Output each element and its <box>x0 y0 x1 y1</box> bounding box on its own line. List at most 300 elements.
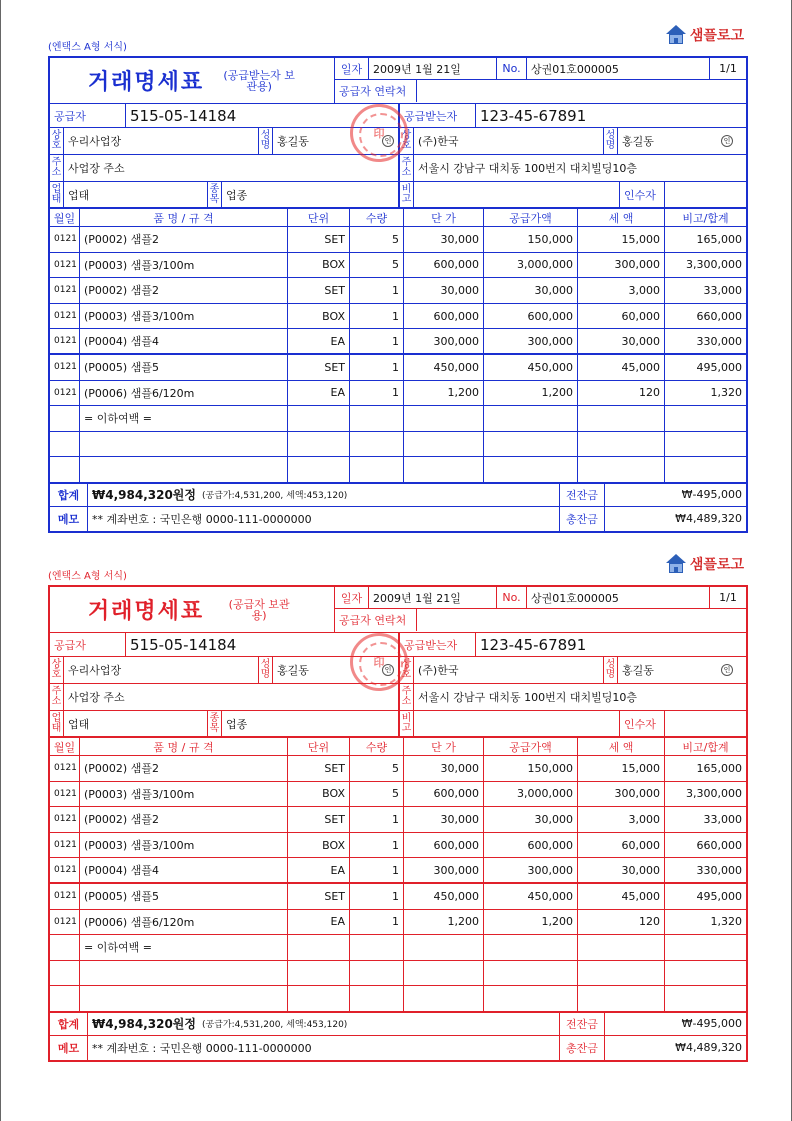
copy-subtitle: (공급자 보관용) <box>228 597 290 622</box>
supplier-contact-value <box>417 609 746 631</box>
table-header-row <box>50 209 746 227</box>
table-cell: 300,000 <box>404 858 484 882</box>
table-header: 공급가액 <box>484 209 578 226</box>
house-icon <box>666 554 686 574</box>
table-cell <box>578 986 665 1011</box>
table-row <box>50 406 746 432</box>
receiver-name: 홍길동 인 <box>618 657 737 683</box>
table-cell: SET <box>288 227 350 252</box>
table-cell: SET <box>288 355 350 380</box>
table-header: 품 명 / 규 격 <box>80 738 288 755</box>
table-cell: EA <box>288 381 350 406</box>
table-cell <box>484 986 578 1011</box>
table-cell: (P0002) 샘플2 <box>80 807 288 832</box>
table-cell: 0121 <box>50 910 80 935</box>
table-row <box>50 935 746 961</box>
total-balance: ₩4,489,320 <box>675 1041 742 1055</box>
table-cell: 120 <box>578 381 665 406</box>
table-header: 공급가액 <box>484 738 578 755</box>
total-value: ₩4,984,320원정 <box>92 488 196 503</box>
supplier-company: 우리사업장 <box>64 657 259 683</box>
table-cell: (P0005) 샘플5 <box>80 355 288 380</box>
table-cell: BOX <box>288 833 350 858</box>
seal-mark-icon: 인 <box>382 135 394 147</box>
receiver-sign-value <box>665 711 746 736</box>
table-cell: 30,000 <box>404 756 484 781</box>
table-cell: 5 <box>350 782 404 807</box>
table-cell: EA <box>288 910 350 935</box>
table-cell: 660,000 <box>696 838 742 852</box>
table-cell: 300,000 <box>578 253 665 278</box>
date-value: 2009년 1월 21일 <box>369 58 497 79</box>
table-header: 월일 <box>50 209 80 226</box>
address-label: 주소 <box>50 155 64 181</box>
prev-balance-label: 전잔금 <box>560 1013 605 1035</box>
address-label-2: 주소 <box>400 684 414 710</box>
address-row <box>50 684 746 711</box>
table-cell: 600,000 <box>404 253 484 278</box>
table-cell: 30,000 <box>484 278 578 303</box>
total-row <box>50 1012 746 1036</box>
table-cell: 45,000 <box>578 884 665 909</box>
title-cell <box>50 58 335 103</box>
note-label: 비고 <box>400 182 414 207</box>
table-cell: 0121 <box>50 782 80 807</box>
table-header: 수량 <box>350 738 404 755</box>
table-cell: 1,320 <box>710 386 742 400</box>
table-cell: 0121 <box>50 227 80 252</box>
date-value: 2009년 1월 21일 <box>369 587 497 608</box>
table-cell: 1 <box>350 381 404 406</box>
table-cell: 1 <box>350 278 404 303</box>
table-cell <box>404 432 484 457</box>
table-cell: 0121 <box>50 884 80 909</box>
memo-row <box>50 507 746 531</box>
logo-text: 샘플로고 <box>689 557 744 573</box>
table-row <box>50 227 746 253</box>
table-cell <box>50 406 80 431</box>
company-label-2: 상호 <box>400 657 414 683</box>
table-cell: 600,000 <box>404 782 484 807</box>
table-cell: 60,000 <box>578 304 665 329</box>
table-cell: 450,000 <box>484 355 578 380</box>
table-cell: 3,000,000 <box>484 253 578 278</box>
table-cell <box>288 935 350 960</box>
receiver-name: 홍길동 인 <box>618 128 737 154</box>
table-cell: 600,000 <box>484 833 578 858</box>
no-label: No. <box>497 58 527 79</box>
no-value: 상권01호000005 <box>527 58 710 79</box>
table-cell: (P0003) 샘플3/100m <box>80 253 288 278</box>
table-header: 단 가 <box>404 738 484 755</box>
table-cell <box>50 961 80 986</box>
table-cell: = 이하여백 = <box>80 406 288 431</box>
table-cell: 0121 <box>50 807 80 832</box>
table-cell: 0121 <box>50 355 80 380</box>
table-row <box>50 278 746 304</box>
table-cell: 30,000 <box>578 329 665 353</box>
table-cell: 600,000 <box>484 304 578 329</box>
table-cell: 3,000,000 <box>484 782 578 807</box>
receiver-sign-value <box>665 182 746 207</box>
memo-value: ** 계좌번호 : 국민은행 0000-111-0000000 <box>88 1036 560 1060</box>
table-cell: 30,000 <box>578 858 665 882</box>
table-cell <box>404 457 484 482</box>
table-cell: 330,000 <box>696 334 742 348</box>
table-cell <box>80 961 288 986</box>
table-row <box>50 304 746 330</box>
biz-label: 업태 <box>50 182 64 207</box>
table-cell <box>50 457 80 482</box>
table-header: 수량 <box>350 209 404 226</box>
total-balance-label: 총잔금 <box>560 507 605 531</box>
table-cell <box>578 961 665 986</box>
table-cell <box>484 406 578 431</box>
form-label: (엔택스 A형 서식) <box>48 42 127 53</box>
note-label: 비고 <box>400 711 414 736</box>
table-cell: SET <box>288 807 350 832</box>
form-label: (엔택스 A형 서식) <box>48 571 127 582</box>
table-row <box>50 833 746 859</box>
table-cell <box>665 935 746 960</box>
table-cell: 1,200 <box>404 910 484 935</box>
total-balance-label: 총잔금 <box>560 1036 605 1060</box>
table-row <box>50 858 746 884</box>
table-cell <box>288 986 350 1011</box>
table-cell <box>404 986 484 1011</box>
supplier-name: 홍길동 인 <box>273 657 400 683</box>
table-row <box>50 961 746 987</box>
table-cell: 0121 <box>50 329 80 353</box>
table-header: 비고/합계 <box>682 740 729 754</box>
table-cell: EA <box>288 858 350 882</box>
type-label: 종목 <box>208 182 222 207</box>
name-label: 성명 <box>259 128 273 154</box>
company-label-2: 상호 <box>400 128 414 154</box>
receiver-regno: 123-45-67891 <box>480 635 587 654</box>
table-cell: 450,000 <box>404 355 484 380</box>
table-cell <box>350 961 404 986</box>
supplier-label: 공급자 <box>50 104 126 127</box>
memo-value: ** 계좌번호 : 국민은행 0000-111-0000000 <box>88 507 560 531</box>
table-cell: 33,000 <box>703 812 742 826</box>
table-cell: 60,000 <box>578 833 665 858</box>
total-detail: (공급가:4,531,200, 세액:453,120) <box>202 491 348 502</box>
table-header: 단 가 <box>404 209 484 226</box>
table-cell: 1 <box>350 833 404 858</box>
table-cell <box>484 961 578 986</box>
total-label: 합계 <box>50 484 88 506</box>
table-cell <box>404 406 484 431</box>
table-row <box>50 457 746 483</box>
table-cell <box>350 432 404 457</box>
table-cell: 1,200 <box>404 381 484 406</box>
table-cell <box>484 457 578 482</box>
company-seal-stamp: 印 <box>350 633 408 691</box>
receiver-sign-label: 인수자 <box>620 182 665 207</box>
table-cell <box>404 935 484 960</box>
supplier-label: 공급자 <box>50 633 126 656</box>
table-header: 세 액 <box>578 209 665 226</box>
table-cell <box>665 457 746 482</box>
no-value: 상권01호000005 <box>527 587 710 608</box>
table-cell <box>350 457 404 482</box>
table-cell: 0121 <box>50 756 80 781</box>
table-cell: 600,000 <box>404 833 484 858</box>
table-cell: 45,000 <box>578 355 665 380</box>
table-cell <box>50 986 80 1011</box>
total-cell <box>88 484 560 506</box>
table-row <box>50 986 746 1012</box>
table-cell: 1 <box>350 807 404 832</box>
seal-mark-icon: 인 <box>721 664 733 676</box>
table-cell: SET <box>288 756 350 781</box>
seal-mark-icon: 인 <box>382 664 394 676</box>
table-cell <box>578 457 665 482</box>
table-cell: 0121 <box>50 381 80 406</box>
table-cell: 150,000 <box>484 227 578 252</box>
receiver-sign-label: 인수자 <box>620 711 665 736</box>
table-cell: 300,000 <box>484 858 578 882</box>
table-cell: (P0006) 샘플6/120m <box>80 910 288 935</box>
table-cell: (P0002) 샘플2 <box>80 278 288 303</box>
table-cell: 1 <box>350 329 404 353</box>
table-cell: 0121 <box>50 253 80 278</box>
table-cell: 30,000 <box>484 807 578 832</box>
memo-label: 메모 <box>50 507 88 531</box>
prev-balance: ₩-495,000 <box>681 488 742 502</box>
table-cell: EA <box>288 329 350 353</box>
table-cell: 30,000 <box>404 227 484 252</box>
table-cell <box>350 935 404 960</box>
address-label-2: 주소 <box>400 155 414 181</box>
table-cell <box>50 432 80 457</box>
page-title: 거래명세표 <box>87 69 205 95</box>
table-cell: 450,000 <box>484 884 578 909</box>
table-cell: 3,000 <box>578 278 665 303</box>
table-header: 월일 <box>50 738 80 755</box>
note-value <box>414 711 620 736</box>
receiver-label: 공급받는자 <box>400 633 476 656</box>
table-cell: 660,000 <box>696 309 742 323</box>
memo-label: 메모 <box>50 1036 88 1060</box>
supplier-biz: 업태 <box>64 182 208 207</box>
table-header: 세 액 <box>578 738 665 755</box>
table-row <box>50 782 746 808</box>
table-cell: 0121 <box>50 304 80 329</box>
table-cell <box>80 432 288 457</box>
table-cell: SET <box>288 278 350 303</box>
title-cell <box>50 587 335 632</box>
logo-text: 샘플로고 <box>689 28 744 44</box>
date-label: 일자 <box>335 58 369 79</box>
name-label-2: 성명 <box>604 657 618 683</box>
table-cell: 3,300,000 <box>686 258 742 272</box>
table-header: 단위 <box>288 209 350 226</box>
table-cell: 165,000 <box>696 232 742 246</box>
table-cell <box>665 961 746 986</box>
table-cell <box>665 432 746 457</box>
table-row <box>50 756 746 782</box>
table-cell <box>578 432 665 457</box>
table-cell: 300,000 <box>484 329 578 353</box>
receiver-address: 서울시 강남구 대치동 100번지 대치빌딩10층 <box>418 691 637 704</box>
biz-row <box>50 711 746 738</box>
biz-label: 업태 <box>50 711 64 736</box>
table-cell: 450,000 <box>404 884 484 909</box>
receiver-company: (주)한국 <box>414 657 604 683</box>
table-cell: 495,000 <box>696 889 742 903</box>
table-cell: 15,000 <box>578 227 665 252</box>
page-number: 1/1 <box>719 591 737 604</box>
address-label: 주소 <box>50 684 64 710</box>
total-balance: ₩4,489,320 <box>675 512 742 526</box>
name-label: 성명 <box>259 657 273 683</box>
page-title: 거래명세표 <box>87 598 205 624</box>
table-header: 품 명 / 규 격 <box>80 209 288 226</box>
table-cell: 150,000 <box>484 756 578 781</box>
table-cell: 0121 <box>50 833 80 858</box>
name-label-2: 성명 <box>604 128 618 154</box>
table-row <box>50 432 746 458</box>
table-cell: 1,320 <box>710 915 742 929</box>
table-cell: (P0005) 샘플5 <box>80 884 288 909</box>
total-value: ₩4,984,320원정 <box>92 1017 196 1032</box>
table-cell <box>288 457 350 482</box>
page-number: 1/1 <box>719 62 737 75</box>
table-cell: 0121 <box>50 278 80 303</box>
supplier-company: 우리사업장 <box>64 128 259 154</box>
table-row <box>50 381 746 407</box>
table-cell: 30,000 <box>404 807 484 832</box>
table-cell <box>80 457 288 482</box>
logo <box>666 554 744 574</box>
company-label: 상호 <box>50 657 64 683</box>
table-cell: (P0003) 샘플3/100m <box>80 782 288 807</box>
receiver-label: 공급받는자 <box>400 104 476 127</box>
table-cell <box>665 986 746 1011</box>
table-cell: 1,200 <box>484 910 578 935</box>
table-cell: 1 <box>350 858 404 882</box>
table-cell: 1 <box>350 884 404 909</box>
total-cell <box>88 1013 560 1035</box>
seal-mark-icon: 인 <box>721 135 733 147</box>
supplier-contact-label: 공급자 연락처 <box>335 80 417 102</box>
table-cell: 0121 <box>50 858 80 882</box>
supplier-biz: 업태 <box>64 711 208 736</box>
table-cell: (P0003) 샘플3/100m <box>80 304 288 329</box>
table-cell <box>350 986 404 1011</box>
supplier-address: 사업장 주소 <box>64 155 400 181</box>
table-cell <box>484 432 578 457</box>
company-label: 상호 <box>50 128 64 154</box>
table-cell <box>404 961 484 986</box>
table-cell: (P0004) 샘플4 <box>80 858 288 882</box>
table-row <box>50 253 746 279</box>
table-cell: (P0002) 샘플2 <box>80 227 288 252</box>
table-cell <box>578 406 665 431</box>
receiver-regno: 123-45-67891 <box>480 106 587 125</box>
table-cell: 330,000 <box>696 863 742 877</box>
logo <box>666 25 744 45</box>
copy-subtitle: (공급받는자 보관용) <box>223 68 295 93</box>
receiver-company: (주)한국 <box>414 128 604 154</box>
table-cell: 5 <box>350 253 404 278</box>
supplier-regno: 515-05-14184 <box>126 104 400 127</box>
table-cell <box>50 935 80 960</box>
total-detail: (공급가:4,531,200, 세액:453,120) <box>202 1020 348 1031</box>
prev-balance: ₩-495,000 <box>681 1017 742 1031</box>
table-row <box>50 355 746 381</box>
table-cell <box>288 432 350 457</box>
table-row <box>50 910 746 936</box>
supplier-name: 홍길동 인 <box>273 128 400 154</box>
company-seal-stamp: 印 <box>350 104 408 162</box>
table-cell <box>288 406 350 431</box>
table-cell: 15,000 <box>578 756 665 781</box>
table-header: 단위 <box>288 738 350 755</box>
table-cell: = 이하여백 = <box>80 935 288 960</box>
table-cell: 1 <box>350 304 404 329</box>
table-cell: 1,200 <box>484 381 578 406</box>
table-cell: BOX <box>288 782 350 807</box>
no-label: No. <box>497 587 527 608</box>
table-row <box>50 807 746 833</box>
table-cell: 300,000 <box>578 782 665 807</box>
table-cell <box>350 406 404 431</box>
table-cell: BOX <box>288 304 350 329</box>
table-cell: 3,000 <box>578 807 665 832</box>
title-row <box>50 587 746 633</box>
table-header: 비고/합계 <box>682 211 729 225</box>
table-cell: 300,000 <box>404 329 484 353</box>
supplier-type: 업종 <box>222 182 400 207</box>
table-cell <box>665 406 746 431</box>
table-cell <box>80 986 288 1011</box>
supplier-contact-value <box>417 80 746 102</box>
table-cell: (P0006) 샘플6/120m <box>80 381 288 406</box>
prev-balance-label: 전잔금 <box>560 484 605 506</box>
table-cell: 5 <box>350 227 404 252</box>
table-cell: 120 <box>578 910 665 935</box>
table-row <box>50 329 746 355</box>
table-cell: (P0004) 샘플4 <box>80 329 288 353</box>
memo-row <box>50 1036 746 1060</box>
table-cell <box>578 935 665 960</box>
table-cell: 600,000 <box>404 304 484 329</box>
supplier-address: 사업장 주소 <box>64 684 400 710</box>
total-label: 합계 <box>50 1013 88 1035</box>
table-cell: BOX <box>288 253 350 278</box>
house-icon <box>666 25 686 45</box>
table-cell: 3,300,000 <box>686 787 742 801</box>
table-cell: (P0003) 샘플3/100m <box>80 833 288 858</box>
table-cell: 30,000 <box>404 278 484 303</box>
biz-row <box>50 182 746 209</box>
table-cell: 33,000 <box>703 283 742 297</box>
table-cell: 165,000 <box>696 761 742 775</box>
table-cell: 1 <box>350 910 404 935</box>
table-cell: (P0002) 샘플2 <box>80 756 288 781</box>
table-cell: SET <box>288 884 350 909</box>
total-row <box>50 483 746 507</box>
type-label: 종목 <box>208 711 222 736</box>
note-value <box>414 182 620 207</box>
table-cell <box>484 935 578 960</box>
table-cell: 495,000 <box>696 360 742 374</box>
cut-line <box>40 547 756 548</box>
title-row <box>50 58 746 104</box>
